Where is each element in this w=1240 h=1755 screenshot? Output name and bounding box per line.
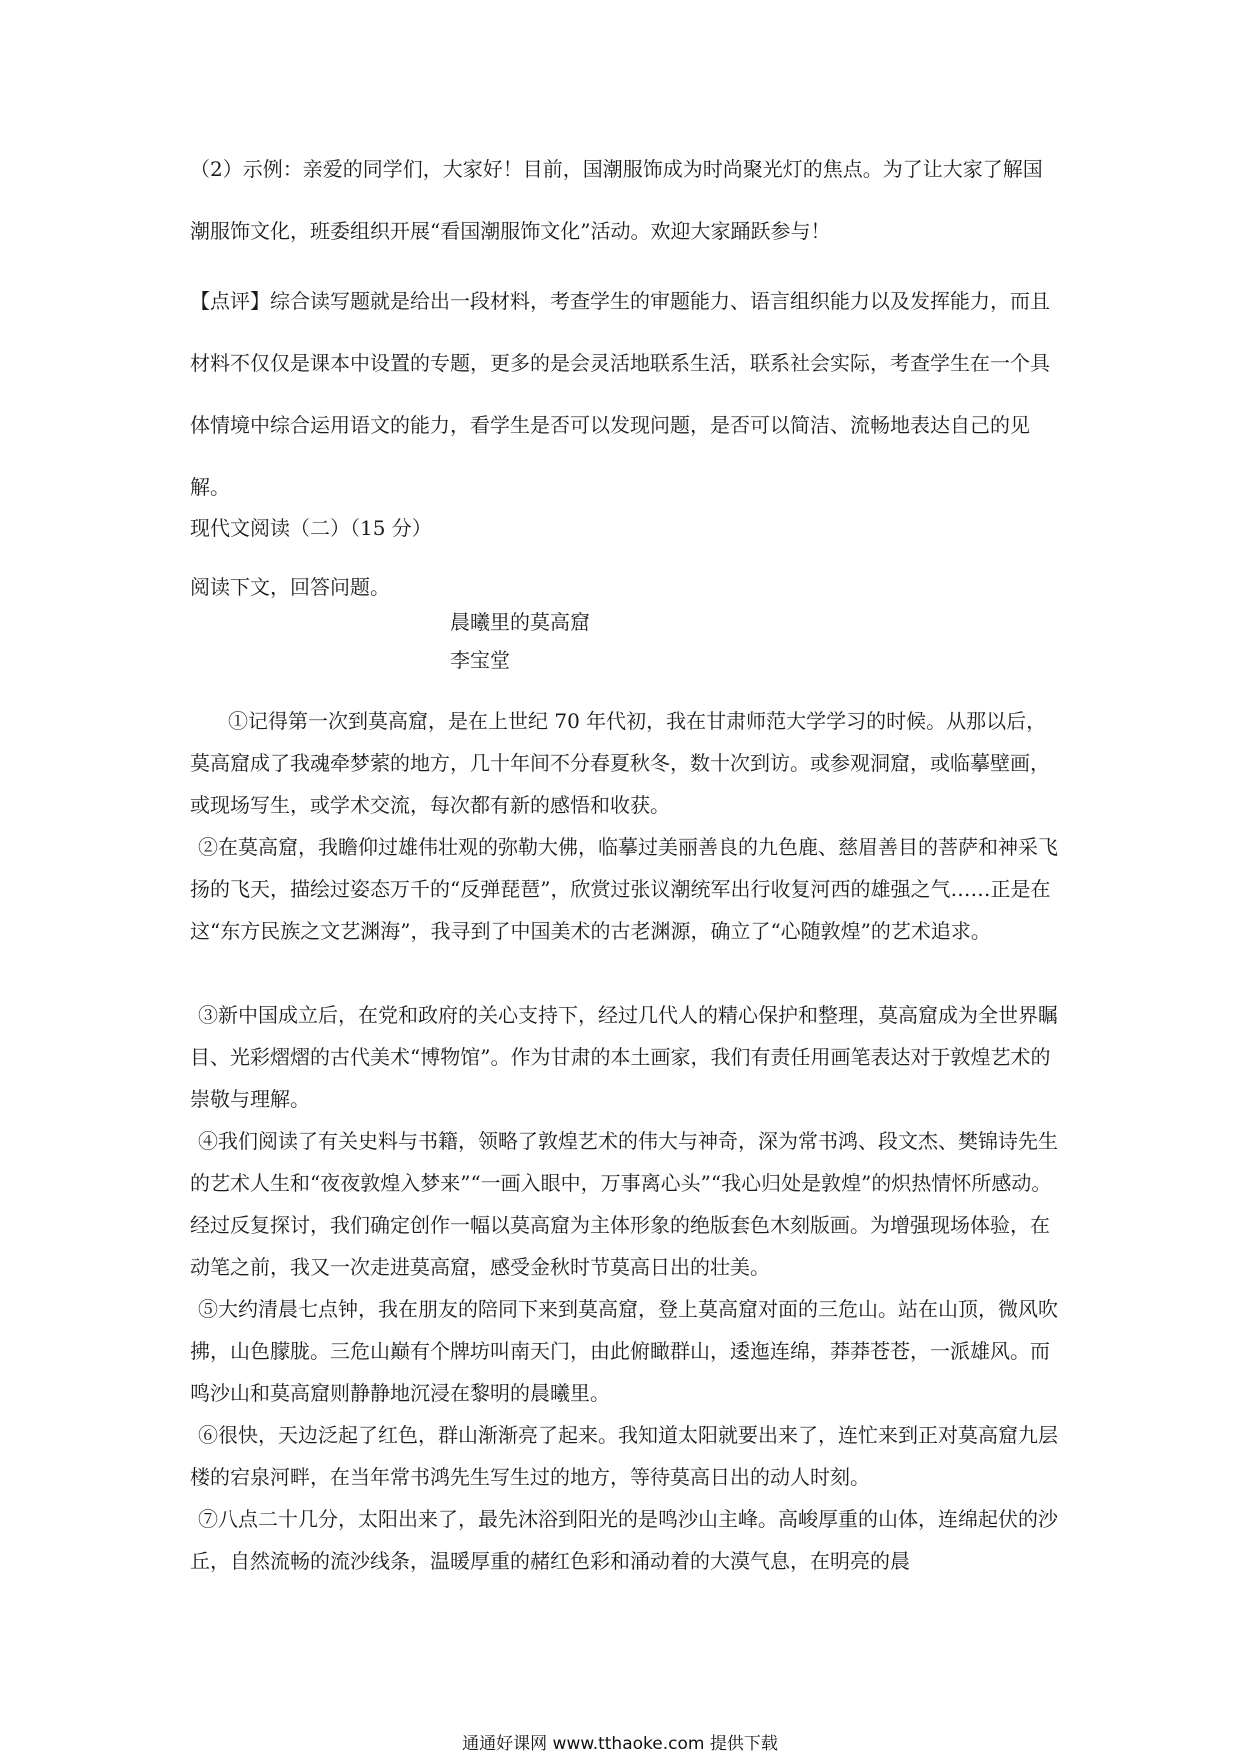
article-title: 晨曦里的莫高窟 [450,610,590,634]
article-paragraph-4: ④我们阅读了有关史料与书籍，领略了敦煌艺术的伟大与神奇，深为常书鸿、段文杰、樊锦诗先生的艺术人生和“夜夜敦煌入梦来”“一画入眼中，万事离心头”“我心归处是敦煌”的炽热情怀所感动。经过反复探讨，我们确定创作一幅以莫高窟为主体形象的绝版套色木刻版画。为增强现场体验，在动笔之前，我又一次走进莫高窟，感受金秋时节莫高日出的壮美。 [190,1129,1058,1279]
article-paragraph-5: ⑤大约清晨七点钟，我在朋友的陪同下来到莫高窟，登上莫高窟对面的三危山。站在山顶，微风吹拂，山色朦胧。三危山巅有个牌坊叫南天门，由此俯瞰群山，逶迤连绵，莽莽苍苍，一派雄风。而鸣沙山和莫高窟则静静地沉浸在黎明的晨曦里。 [190,1297,1058,1405]
sample-answer-paragraph: （2）示例：亲爱的同学们，大家好！目前，国潮服饰成为时尚聚光灯的焦点。为了让大家了解国潮服饰文化，班委组织开展“看国潮服饰文化”活动。欢迎大家踊跃参与！ [190,157,1043,243]
article-paragraph-3: ③新中国成立后，在党和政府的关心支持下，经过几代人的精心保护和整理，莫高窟成为全世界瞩目、光彩熠熠的古代美术“博物馆”。作为甘肃的本土画家，我们有责任用画笔表达对于敦煌艺术的崇敬与理解。 [190,1003,1058,1111]
section-title: 现代文阅读（二）（15 分） [190,516,432,540]
article-paragraph-1: ①记得第一次到莫高窟，是在上世纪 70 年代初，我在甘肃师范大学学习的时候。从那以后，莫高窟成了我魂牵梦萦的地方，几十年间不分春夏秋冬，数十次到访。或参观洞窟，或临摹壁画，或现场写生，或学术交流，每次都有新的感悟和收获。 [190,709,1050,817]
article-paragraph-6: ⑥很快，天边泛起了红色，群山渐渐亮了起来。我知道太阳就要出来了，连忙来到正对莫高窟九层楼的宕泉河畔，在当年常书鸿先生写生过的地方，等待莫高日出的动人时刻。 [190,1423,1058,1489]
comment-paragraph: 【点评】综合读写题就是给出一段材料，考查学生的审题能力、语言组织能力以及发挥能力，而且材料不仅仅是课本中设置的专题，更多的是会灵活地联系生活，联系社会实际，考查学生在一个具体情境中综合运用语文的能力，看学生是否可以发现问题，是否可以简洁、流畅地表达自己的见解。 [190,289,1050,499]
page-footer: 通通好课网 www.tthaoke.com 提供下载 [462,1734,778,1754]
article-paragraph-7: ⑦八点二十几分，太阳出来了，最先沐浴到阳光的是鸣沙山主峰。高峻厚重的山体，连绵起伏的沙丘，自然流畅的流沙线条，温暖厚重的赭红色彩和涌动着的大漠气息，在明亮的晨 [190,1507,1058,1573]
article-paragraph-2: ②在莫高窟，我瞻仰过雄伟壮观的弥勒大佛，临摹过美丽善良的九色鹿、慈眉善目的菩萨和神采飞扬的飞天，描绘过姿态万千的“反弹琵琶”，欣赏过张议潮统军出行收复河西的雄强之气……正是在这“东方民族之文艺渊海”，我寻到了中国美术的古老渊源，确立了“心随敦煌”的艺术追求。 [190,835,1058,943]
article-author: 李宝堂 [450,648,510,672]
reading-instruction: 阅读下文，回答问题。 [190,575,390,599]
